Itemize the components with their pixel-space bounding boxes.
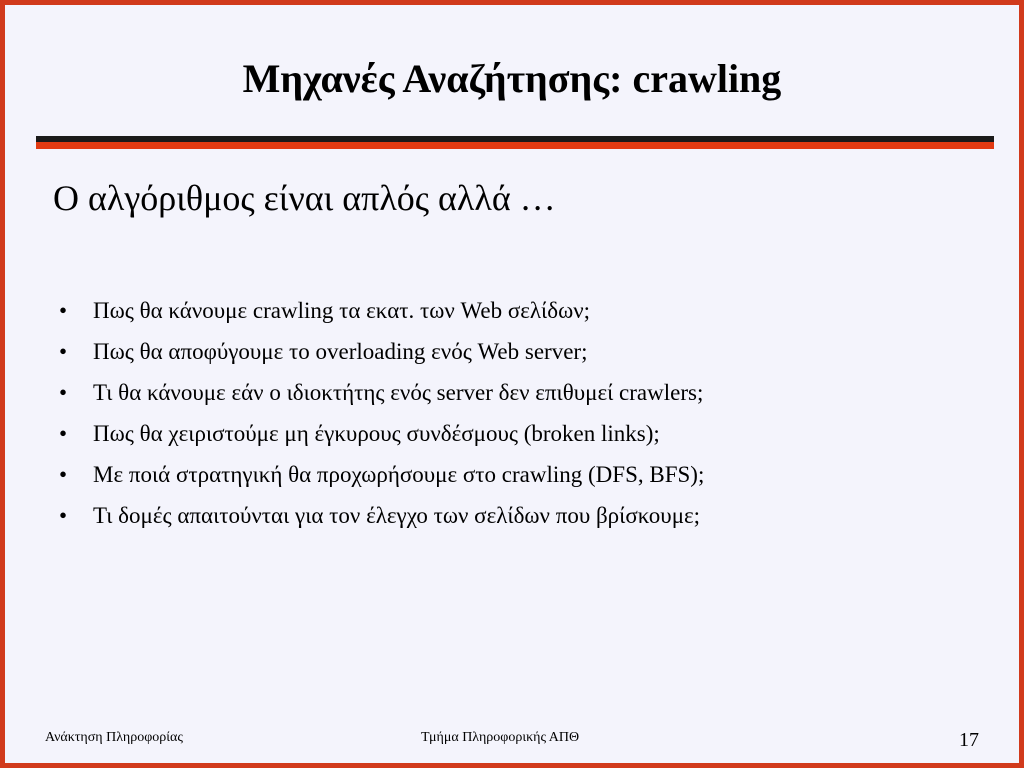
title-divider-red-stripe (36, 142, 994, 149)
bullet-symbol: • (59, 503, 68, 528)
slide-subheading: Ο αλγόριθμος είναι απλός αλλά … (53, 178, 556, 218)
bullet-item (55, 416, 704, 457)
bullet-text: Με ποιά στρατηγική θα προχωρήσουμε στο crawling (DFS, BFS); (93, 462, 705, 487)
bullet-text: Πως θα κάνουμε crawling τα εκατ. των Web σελίδων; (93, 298, 591, 323)
page-number: 17 (959, 729, 979, 751)
bullet-text: Τι δομές απαιτούνται για τον έλεγχο των σελίδων που βρίσκουμε; (93, 503, 701, 528)
bullet-list (55, 293, 704, 539)
title-divider (36, 136, 994, 149)
footer-department: Τμήμα Πληροφορικής ΑΠΘ (421, 730, 580, 745)
bullet-text: Πως θα αποφύγουμε το overloading ενός Web server; (93, 339, 588, 364)
bullet-item (55, 457, 704, 498)
bullet-symbol: • (59, 298, 68, 323)
slide-title: Μηχανές Αναζήτησης: crawling (242, 56, 782, 101)
bullet-text: Τι θα κάνουμε εάν ο ιδιοκτήτης ενός server δεν επιθυμεί crawlers; (93, 380, 704, 405)
bullet-symbol: • (59, 462, 68, 487)
bullet-item (55, 293, 704, 334)
bullet-symbol: • (59, 421, 68, 446)
bullet-item (55, 375, 704, 416)
bullet-symbol: • (59, 339, 68, 364)
bullet-item (55, 334, 704, 375)
bullet-symbol: • (59, 380, 68, 405)
bullet-item (55, 498, 704, 539)
bullet-text: Πως θα χειριστούμε μη έγκυρους συνδέσμους (broken links); (93, 421, 660, 446)
footer-course-title: Ανάκτηση Πληροφορίας (45, 730, 183, 745)
